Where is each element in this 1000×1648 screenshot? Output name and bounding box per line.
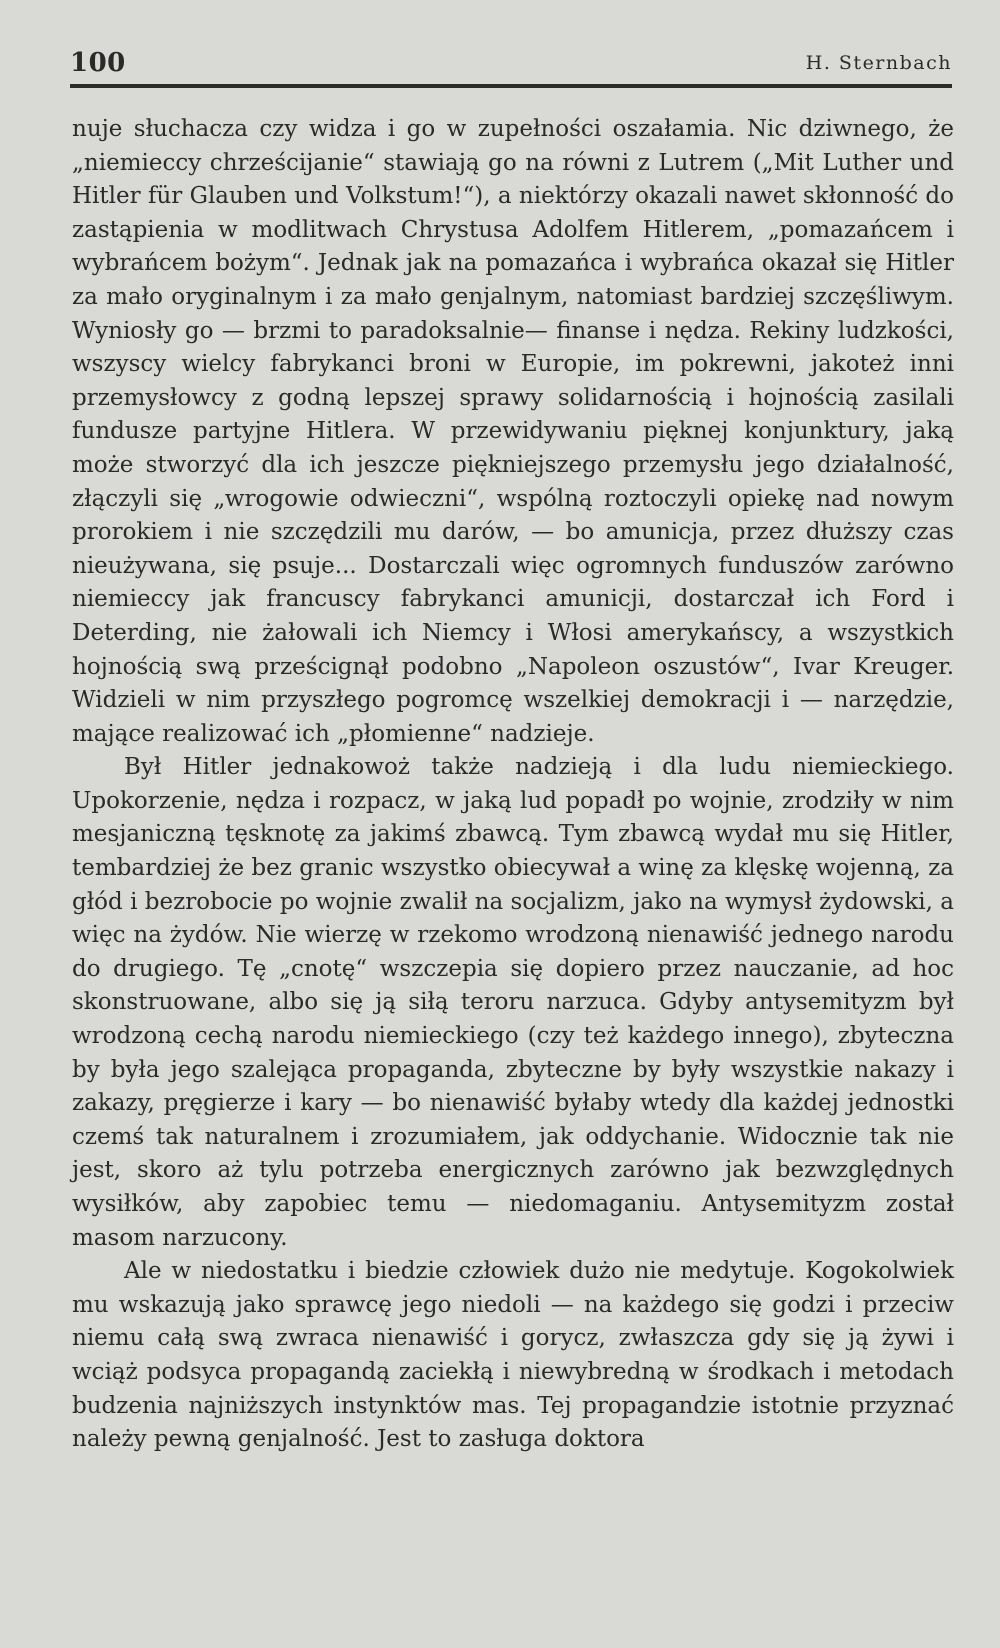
header-rule [70, 84, 952, 88]
page-header [70, 48, 952, 82]
paragraph: Ale w niedostatku i biedzie człowiek dużo nie medytuje. Kogokolwiek mu wskazują jako sprawcę jego niedoli — na każdego się godzi i przeciw niemu całą swą zwraca nienawiść i gorycz, zwłaszcza gdy się ją żywi i wciąż podsyca propagandą zaciekłą i niewybredną w środkach i metodach budzenia najniższych instynktów mas. Tej propagandzie istotnie przyznać należy pewną genjalność. Jest to zasługa doktora [72, 1258, 954, 1453]
page-number: 100 [70, 48, 126, 78]
paragraph: Był Hitler jednakowoż także nadzieją i dla ludu niemieckiego. Upokorzenie, nędza i rozpacz, w jaką lud popadł po wojnie, zrodziły w nim mesjaniczną tęsknotę za jakimś zbawcą. Tym zbawcą wydał mu się Hitler, tembardziej że bez granic wszystko obiecywał a winę za klęskę wojenną, za głód i bezrobocie po wojnie zwalił na socjalizm, jako na wymysł żydowski, a więc na żydów. Nie wierzę w rzekomo wrodzoną nienawiść jednego narodu do drugiego. Tę „cnotę“ wszczepia się dopiero przez nauczanie, ad hoc skonstruowane, albo się ją siłą teroru narzuca. Gdyby antysemityzm był wrodzoną cechą narodu niemieckiego (czy też każdego innego), zbyteczna by była jego szalejąca propaganda, zbyteczne by były wszystkie nakazy i zakazy, pręgierze i kary — bo nienawiść byłaby wtedy dla każdej jednostki czemś tak naturalnem i zrozumiałem, jak oddychanie. Widocznie tak nie jest, skoro aż tylu potrzeba energicznych zarówno jak bezwzględnych wysiłków, aby zapobiec temu — niedomaganiu. Antysemityzm został masom narzucony. [72, 754, 954, 1251]
paragraph-continued: nuje słuchacza czy widza i go w zupełności oszałamia. Nic dziwnego, że „niemieccy chrześcijanie“ stawiają go na równi z Lutrem („Mit Luther und Hitler für Glauben und Volkstum!“), a niektórzy okazali nawet skłonność do zastąpienia w modlitwach Chrystusa Adolfem Hitlerem, „pomazańcem i wybrańcem bożym“. Jednak jak na pomazańca i wybrańca okazał się Hitler za mało oryginalnym i za mało genjalnym, natomiast bardziej szczęśliwym. Wyniosły go — brzmi to paradoksalnie— finanse i nędza. Rekiny ludzkości, wszyscy wielcy fabrykanci broni w Europie, im pokrewni, jakoteż inni przemysłowcy z godną lepszej sprawy solidarnością i hojnością zasilali fundusze partyjne Hitlera. W przewidywaniu pięknej konjunktury, jaką może stworzyć dla ich jeszcze piękniejszego przemysłu jego działalność, złączyli się „wrogowie odwieczni“, wspólną roztoczyli opiekę nad nowym prorokiem i nie szczędzili mu darów, — bo amunicja, przez dłuższy czas nieużywana, się psuje... Dostarczali więc ogromnych funduszów zarówno niemieccy jak francuscy fabrykanci amunicji, dostarczał ich Ford i Deterding, nie żałowali ich Niemcy i Włosi amerykańscy, a wszystkich hojnością swą prześcignął podobno „Napoleon oszustów“, Ivar Kreuger. Widzieli w nim przyszłego pogromcę wszelkiej demokracji i — narzędzie, mające realizować ich „płomienne“ nadzieje. [72, 116, 954, 747]
body-text [72, 113, 954, 1457]
running-head-author: H. Sternbach [805, 52, 952, 74]
